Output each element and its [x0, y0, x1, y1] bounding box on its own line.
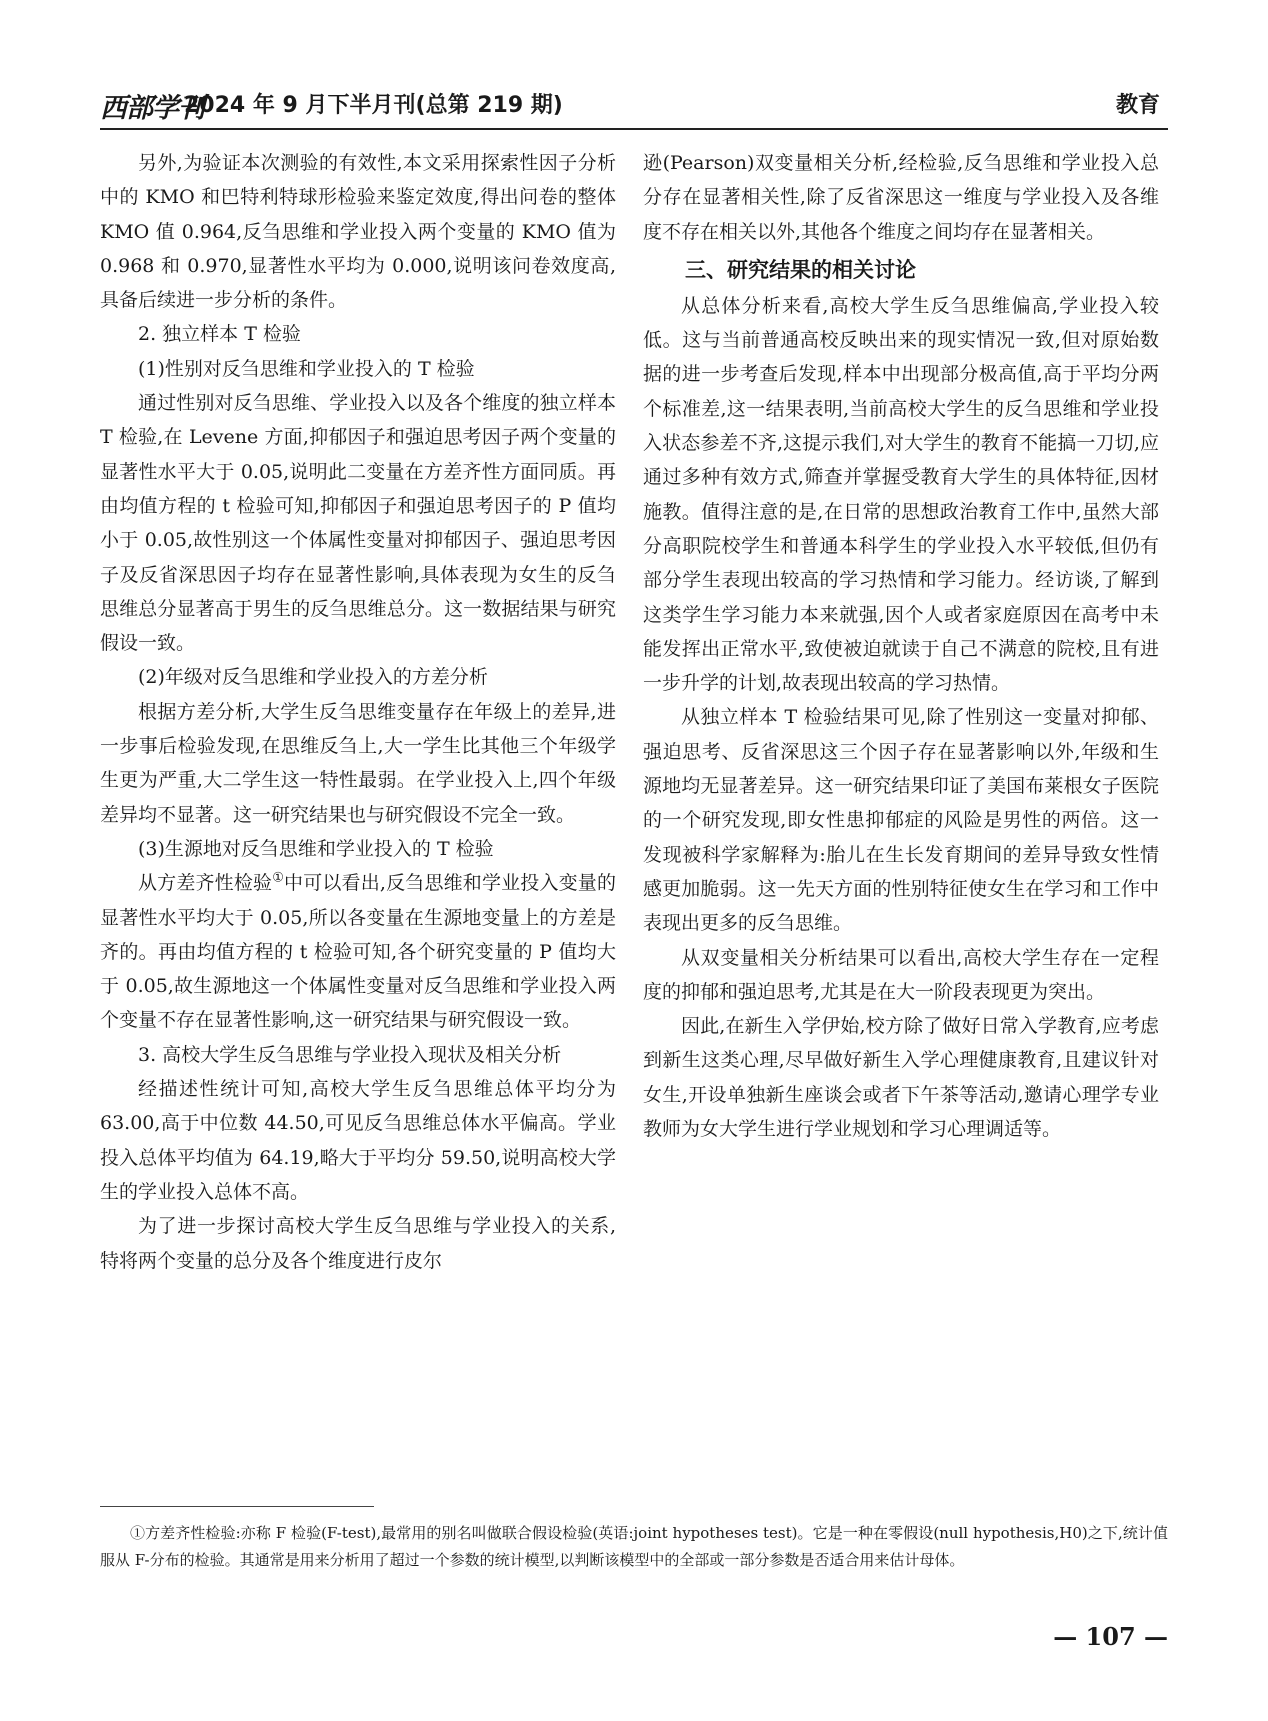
subheading: 3. 高校大学生反刍思维与学业投入现状及相关分析	[138, 1043, 562, 1066]
paragraph: 为了进一步探讨高校大学生反刍思维与学业投入的关系,特将两个变量的总分及各个维度进行皮尔	[100, 1215, 616, 1272]
subheading: (3)生源地对反刍思维和学业投入的 T 检验	[138, 837, 494, 860]
footnote-divider	[100, 1506, 374, 1507]
subheading: 2. 独立样本 T 检验	[138, 323, 301, 346]
journal-logo: 西部学刊	[100, 93, 204, 124]
issue-info: 2024 年 9 月下半月刊(总第 219 期)	[184, 93, 563, 118]
paragraph: 从总体分析来看,高校大学生反刍思维偏高,学业投入较低。这与当前普通高校反映出来的现实情况一致,但对原始数据的进一步考查后发现,样本中出现部分极高值,高于平均分两个标准差,这一结果表明,当前高校大学生的反刍思维和学业投入状态参差不齐,这提示我们,对大学生的教育不能搞一刀切,应通过多种有效方式,筛查并掌握受教育大学生的具体特征,因材施教。值得注意的是,在日常的思想政治教育工作中,虽然大部分高职院校学生和普通本科学生的学业投入水平较低,但仍有部分学生表现出较高的学习热情和学习能力。经访谈,了解到这类学生学习能力本来就强,因个人或者家庭原因在高考中未能发挥出正常水平,致使被迫就读于自己不满意的院校,且有进一步升学的计划,故表现出较高的学习热情。	[643, 294, 1159, 695]
right-column	[643, 146, 1159, 1146]
paragraph-text: 从方差齐性检验	[138, 872, 273, 895]
paragraph-text: 中可以看出,反刍思维和学业投入变量的显著性水平均大于 0.05,所以各变量在生源地变量上的方差是齐的。再由均值方程的 t 检验可知,各个研究变量的 P 值均大于 0.05,故生源地这一个体属性变量对反刍思维和学业投入两个变量不存在显著性影响,这一研究结果与研究假设一致。	[100, 872, 616, 1032]
paragraph: 通过性别对反刍思维、学业投入以及各个维度的独立样本 T 检验,在 Levene 方面,抑郁因子和强迫思考因子两个变量的显著性水平大于 0.05,说明此二变量在方差齐性方面同质。再由均值方程的 t 检验可知,抑郁因子和强迫思考因子的 P 值均小于 0.05,故性别这一个体属性变量对抑郁因子、强迫思考因子及反省深思因子均存在显著性影响,具体表现为女生的反刍思维总分显著高于男生的反刍思维总分。这一数据结果与研究假设一致。	[100, 392, 616, 655]
subheading: (1)性别对反刍思维和学业投入的 T 检验	[138, 357, 475, 380]
subheading: (2)年级对反刍思维和学业投入的方差分析	[138, 666, 488, 689]
paragraph: 逊(Pearson)双变量相关分析,经检验,反刍思维和学业投入总分存在显著相关性,除了反省深思这一维度与学业投入及各维度不存在相关以外,其他各个维度之间均存在显著相关。	[643, 152, 1159, 243]
footnote-marker[interactable]: ①	[272, 870, 285, 886]
section-name: 教育	[1115, 93, 1160, 118]
section-title: 三、研究结果的相关讨论	[685, 257, 916, 282]
page-header	[100, 84, 1168, 130]
page-number: — 107 —	[1053, 1622, 1168, 1651]
left-column	[100, 146, 616, 1278]
paragraph: 经描述性统计可知,高校大学生反刍思维总体平均分为 63.00,高于中位数 44.50,可见反刍思维总体水平偏高。学业投入总体平均值为 64.19,略大于平均分 59.50,说明高校大学生的学业投入总体不高。	[100, 1078, 616, 1203]
paragraph: 因此,在新生入学伊始,校方除了做好日常入学教育,应考虑到新生这类心理,尽早做好新生入学心理健康教育,且建议针对女生,开设单独新生座谈会或者下午茶等活动,邀请心理学专业教师为女大学生进行学业规划和学习心理调适等。	[643, 1015, 1159, 1141]
paragraph: 另外,为验证本次测验的有效性,本文采用探索性因子分析中的 KMO 和巴特利特球形检验来鉴定效度,得出问卷的整体 KMO 值 0.964,反刍思维和学业投入两个变量的 KMO 值为 0.968 和 0.970,显著性水平均为 0.000,说明该问卷效度高,具备后续进一步分析的条件。	[100, 152, 616, 312]
paragraph	[100, 866, 616, 1037]
paragraph: 从独立样本 T 检验结果可见,除了性别这一变量对抑郁、强迫思考、反省深思这三个因子存在显著影响以外,年级和生源地均无显著差异。这一研究结果印证了美国布莱根女子医院的一个研究发现,即女性患抑郁症的风险是男性的两倍。这一发现被科学家解释为:胎儿在生长发育期间的差异导致女性情感更加脆弱。这一先天方面的性别特征使女生在学习和工作中表现出更多的反刍思维。	[643, 706, 1159, 935]
paragraph: 根据方差分析,大学生反刍思维变量存在年级上的差异,进一步事后检验发现,在思维反刍上,大一学生比其他三个年级学生更为严重,大二学生这一特性最弱。在学业投入上,四个年级差异均不显著。这一研究结果也与研究假设不完全一致。	[100, 700, 616, 826]
paragraph: 从双变量相关分析结果可以看出,高校大学生存在一定程度的抑郁和强迫思考,尤其是在大一阶段表现更为突出。	[643, 946, 1159, 1003]
footnote: ①方差齐性检验:亦称 F 检验(F-test),最常用的别名叫做联合假设检验(英语:joint hypotheses test)。它是一种在零假设(null hypothesis,H0)之下,统计值服从 F-分布的检验。其通常是用来分析用了超过一个参数的统计模型,以判断该模型中的全部或一部分参数是否适合用来估计母体。	[100, 1524, 1168, 1569]
